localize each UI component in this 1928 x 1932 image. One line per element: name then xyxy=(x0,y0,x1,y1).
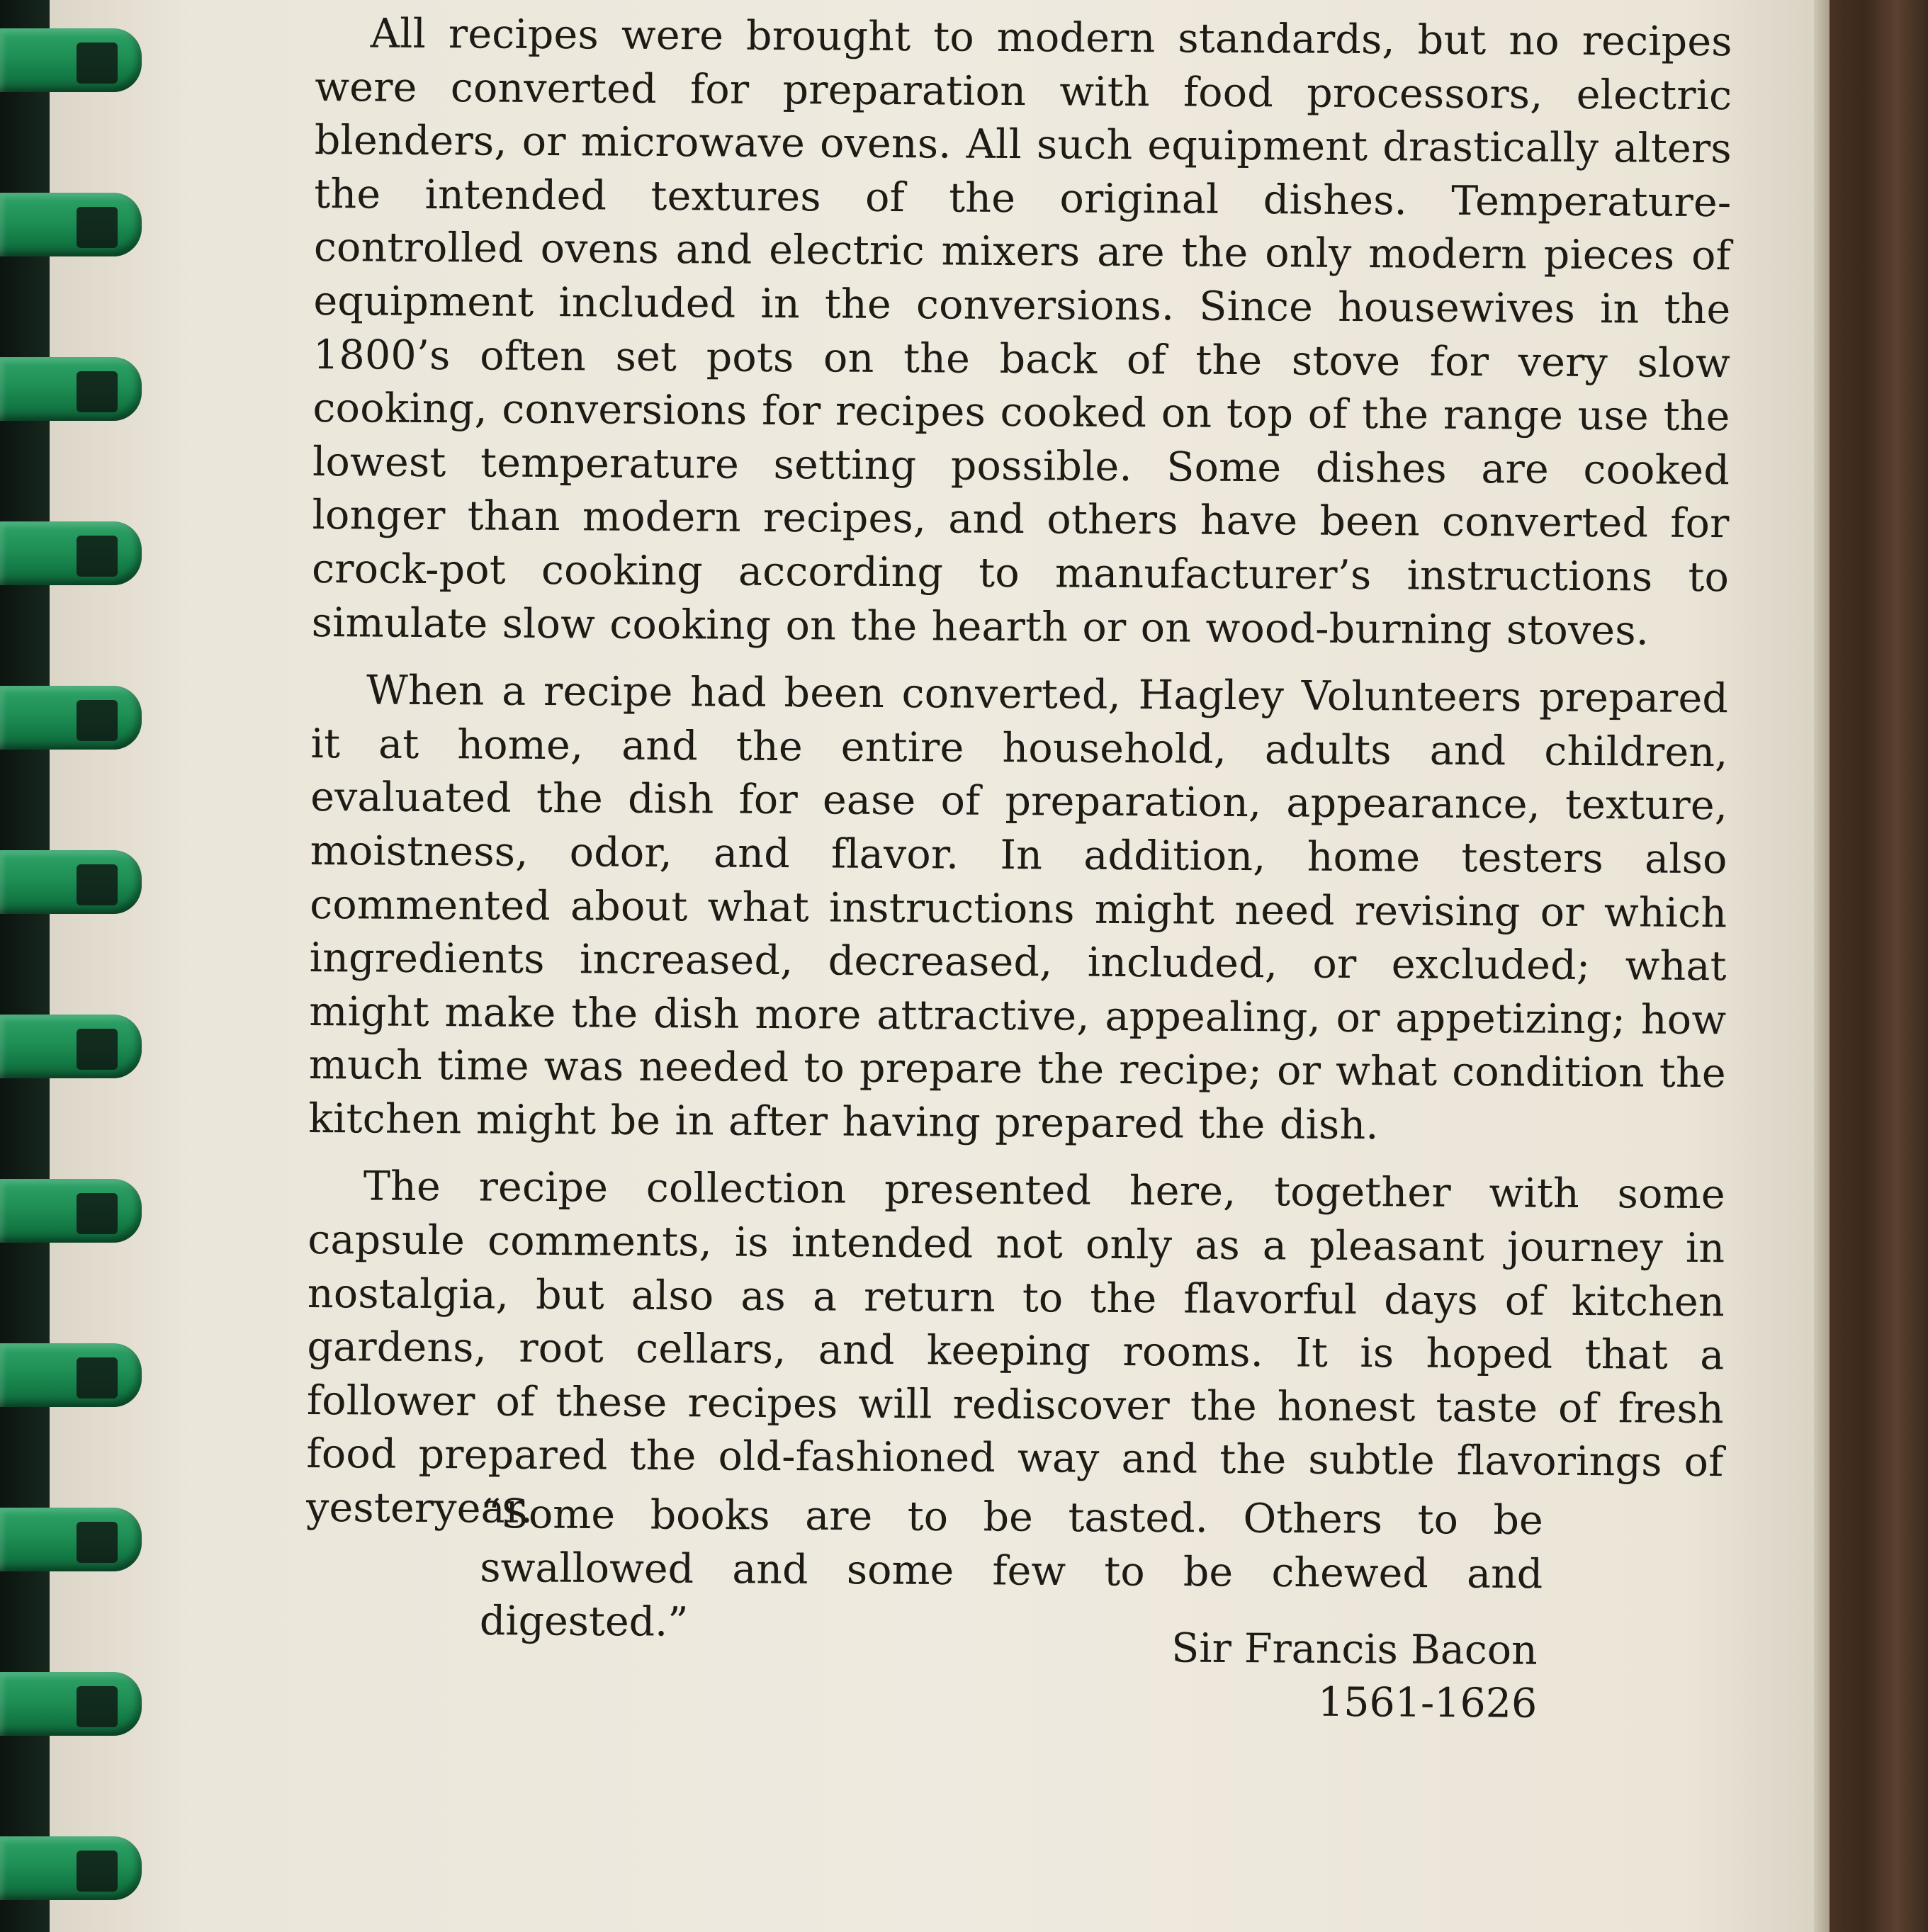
punch-hole xyxy=(77,1522,118,1563)
punch-hole xyxy=(77,1851,118,1892)
coil-loop xyxy=(0,193,142,256)
spiral-coil xyxy=(0,843,145,927)
coil-loop xyxy=(0,1343,142,1407)
punch-hole xyxy=(77,207,118,248)
spiral-coil xyxy=(0,679,145,762)
coil-loop xyxy=(0,1836,142,1900)
coil-loop xyxy=(0,1508,142,1571)
paragraph-equipment: All recipes were brought to modern standards, but no recipes were converted for preparation with food processors, electric blenders, or microwave ovens. All such equipment drastically alters the intended textures of the original dishes. Temperature-controlled ovens and electric mixers are the only modern pieces of equipment included in the conversions. Since housewives in the 1800’s often set pots on the back of the stove for very slow cooking, conversions for recipes cooked on top of the range use the lowest temperature setting possible. Some dishes are cooked longer than modern recipes, and others have been converted for crock-pot cooking according to manufacturer’s instructions to simulate slow cooking on the hearth or on wood-burning stoves. xyxy=(311,10,1732,655)
spiral-coil xyxy=(0,21,145,105)
epigraph-quote: “Some books are to be tasted. Others to be swallowed and some few to be chewed and digested.” xyxy=(479,1491,1543,1646)
punch-hole xyxy=(77,536,118,577)
body-text xyxy=(306,7,1732,1558)
coil-loop xyxy=(0,521,142,585)
coil-loop xyxy=(0,686,142,750)
punch-hole xyxy=(77,700,118,741)
quote-attribution xyxy=(991,1621,1538,1731)
coil-loop xyxy=(0,357,142,421)
coil-loop xyxy=(0,1015,142,1078)
spiral-coil xyxy=(0,1172,145,1255)
punch-hole xyxy=(77,371,118,412)
punch-hole xyxy=(77,1029,118,1070)
attribution-name: Sir Francis Bacon xyxy=(1171,1625,1538,1674)
punch-hole xyxy=(77,43,118,84)
coil-loop xyxy=(0,1672,142,1736)
paragraph-collection: The recipe collection presented here, together with some capsule comments, is intended not only as a pleasant journey in nostalgia, but also as a return to the flavorful days of kitchen gardens, root cellars, and keeping rooms. It is hoped that a follower of these recipes will rediscover the honest taste of fresh food prepared the old-fashioned way and the subtle flavorings of yesteryear. xyxy=(305,1163,1725,1532)
coil-loop xyxy=(0,1179,142,1243)
coil-loop xyxy=(0,28,142,92)
punch-hole xyxy=(77,1686,118,1727)
spiral-coil xyxy=(0,1829,145,1913)
punch-hole xyxy=(77,864,118,905)
paragraph-testing: When a recipe had been converted, Hagley Volunteers prepared it at home, and the entire household, adults and children, evaluated the dish for ease of preparation, appearance, texture, moistness, odor, and flavor. In addition, home testers also commented about what instructions might need revising or which ingredients increased, decreased, included, or excluded; what might make the dish more attractive, appealing, or appetizing; how much time was needed to prepare the recipe; or what condition the kitchen might be in after having prepared the dish. xyxy=(308,667,1729,1149)
punch-hole xyxy=(77,1193,118,1234)
spiral-coil xyxy=(0,1665,145,1749)
spiral-coil xyxy=(0,1501,145,1584)
spiral-coil xyxy=(0,1336,145,1420)
page-edge xyxy=(1814,0,1830,1932)
spiral-coil xyxy=(0,350,145,434)
coil-loop xyxy=(0,850,142,914)
spiral-coil xyxy=(0,186,145,269)
punch-hole xyxy=(77,1357,118,1399)
spiral-coil xyxy=(0,1007,145,1091)
wood-surface xyxy=(1822,0,1928,1932)
attribution-years: 1561-1626 xyxy=(1317,1678,1538,1727)
spiral-coil xyxy=(0,514,145,598)
